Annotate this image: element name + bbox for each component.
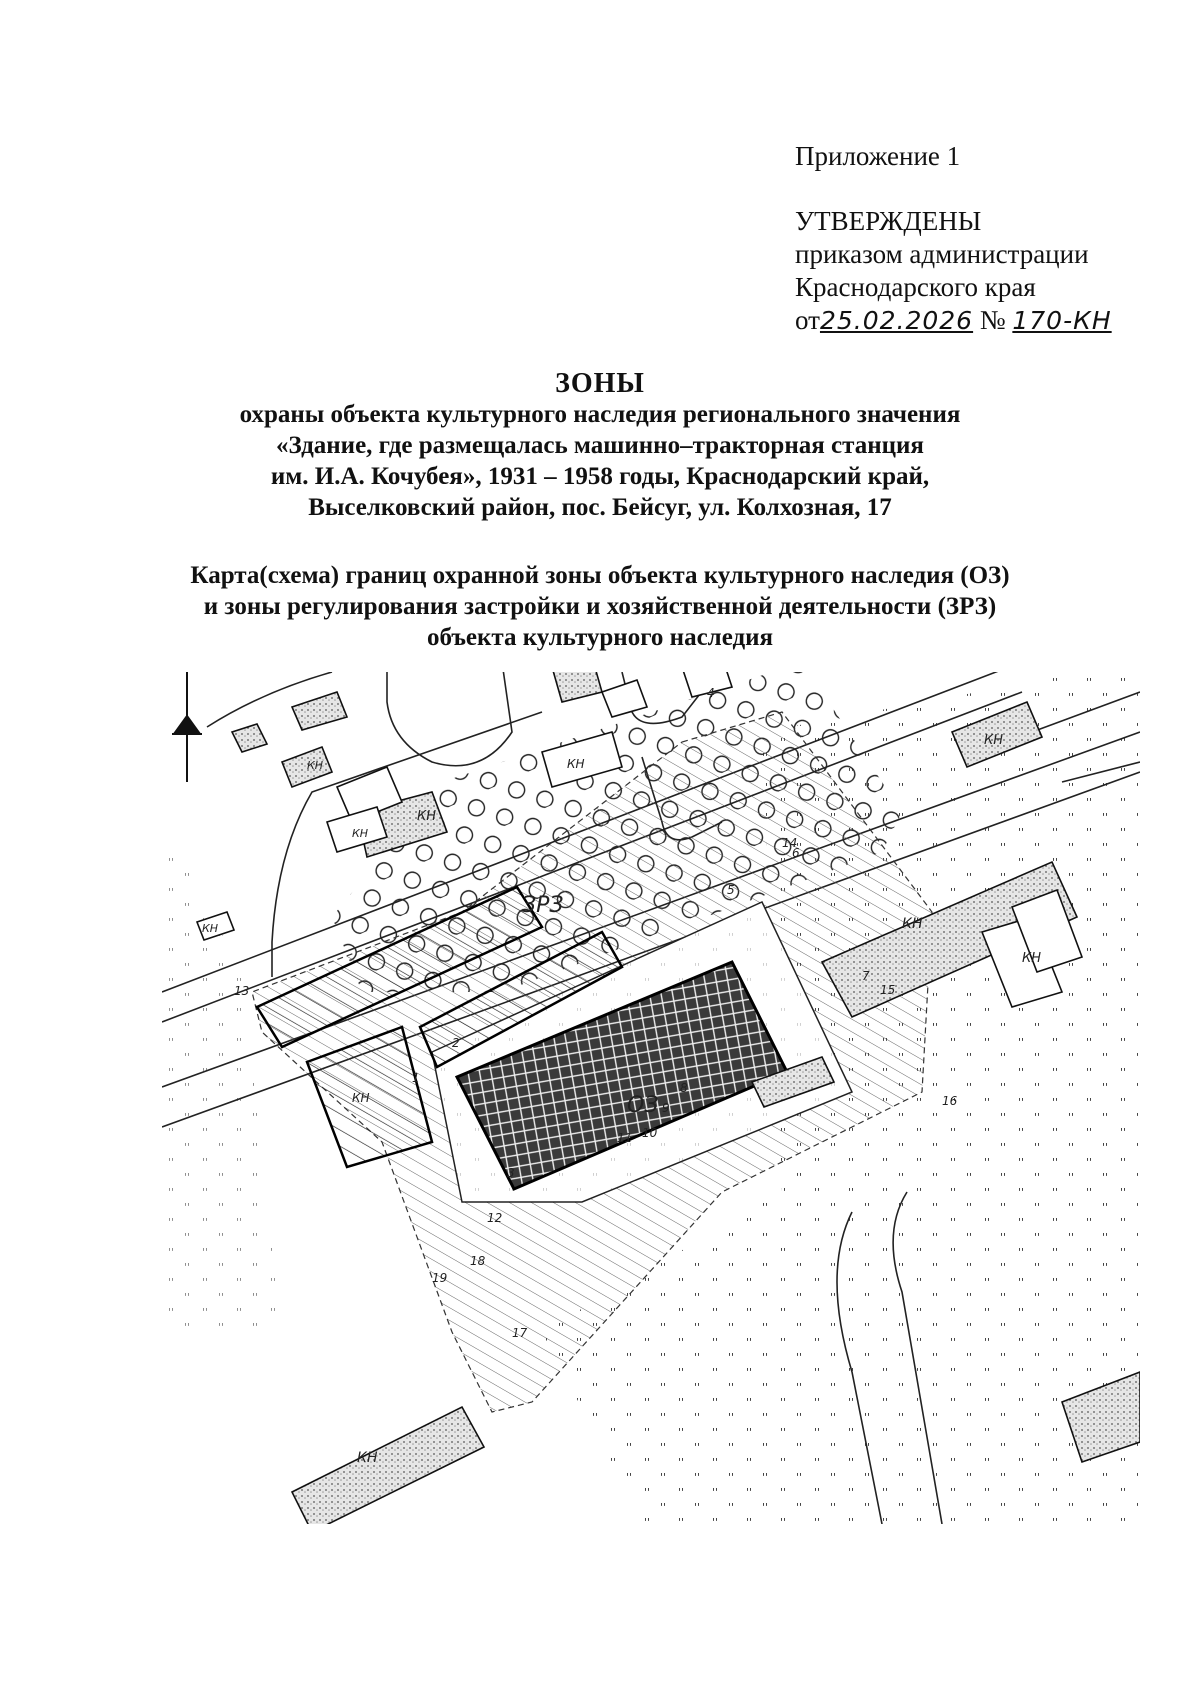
kn-label: КН [202, 922, 219, 935]
point-15: 15 [880, 983, 896, 997]
title-line-3: им. И.А. Кочубея», 1931 – 1958 годы, Краснодарский край, [270, 463, 930, 490]
caption-line-1: Карта(схема) границ охранной зоны объекта культурного наследия (ОЗ) [190, 562, 1010, 589]
point-5: 5 [727, 883, 735, 897]
title-line-1: охраны объекта культурного наследия регионального значения [239, 401, 961, 428]
zone-map [162, 672, 1140, 1524]
appendix-label: Приложение 1 [795, 141, 961, 171]
approval-line-2: Краснодарского края [795, 272, 1036, 302]
kn-label: КН [417, 809, 437, 824]
oz-label: ОЗ [627, 1093, 659, 1118]
point-18: 18 [470, 1254, 486, 1268]
document-title [0, 368, 1200, 523]
point-14: 14 [782, 836, 798, 850]
point-4: 4 [707, 686, 715, 700]
zrz-label: ЗРЗ [522, 893, 564, 918]
point-8: 8 [680, 1081, 688, 1095]
caption-line-2: и зоны регулирования застройки и хозяйственной деятельности (ЗРЗ) [203, 593, 997, 620]
point-2: 2 [452, 1036, 460, 1050]
kn-label: КН [984, 733, 1004, 748]
kn-label: КН [357, 1450, 378, 1466]
point-9: 9 [662, 1101, 670, 1115]
point-10: 10 [642, 1126, 658, 1140]
point-16: 16 [942, 1094, 958, 1108]
approval-date-line [795, 304, 1112, 337]
date-prefix: от [795, 305, 820, 335]
approved-label: УТВЕРЖДЕНЫ [795, 206, 982, 236]
kn-label: КН [307, 759, 324, 772]
kn-label: КН [352, 1091, 370, 1105]
point-19: 19 [432, 1271, 448, 1285]
title-line-2: «Здание, где размещалась машинно–тракторная станция [276, 432, 924, 459]
order-number: 170-КН [1012, 306, 1112, 335]
kn-label: КН [352, 827, 369, 840]
order-date: 25.02.2026 [819, 306, 974, 335]
kn-label: КН [902, 916, 923, 932]
caption-line-3: объекта культурного наследия [426, 624, 774, 651]
approval-line-1: приказом администрации [795, 239, 1089, 269]
point-3: 3 [507, 1166, 515, 1180]
approval-block [795, 140, 1112, 337]
point-17: 17 [512, 1326, 528, 1340]
point-1: 1 [412, 1071, 420, 1085]
point-12: 12 [487, 1211, 503, 1225]
map-caption [0, 560, 1200, 653]
kn-label: КН [567, 757, 585, 771]
point-13: 13 [234, 984, 250, 998]
kn-label: КН [1022, 951, 1042, 966]
title-heading: ЗОНЫ [555, 368, 645, 399]
point-6: 6 [792, 846, 800, 860]
number-prefix: № [979, 305, 1006, 335]
point-11: 11 [617, 1131, 633, 1145]
north-arrow-icon [172, 672, 202, 782]
title-line-4: Выселковский район, пос. Бейсуг, ул. Колхозная, 17 [308, 494, 892, 521]
point-7: 7 [862, 969, 870, 983]
